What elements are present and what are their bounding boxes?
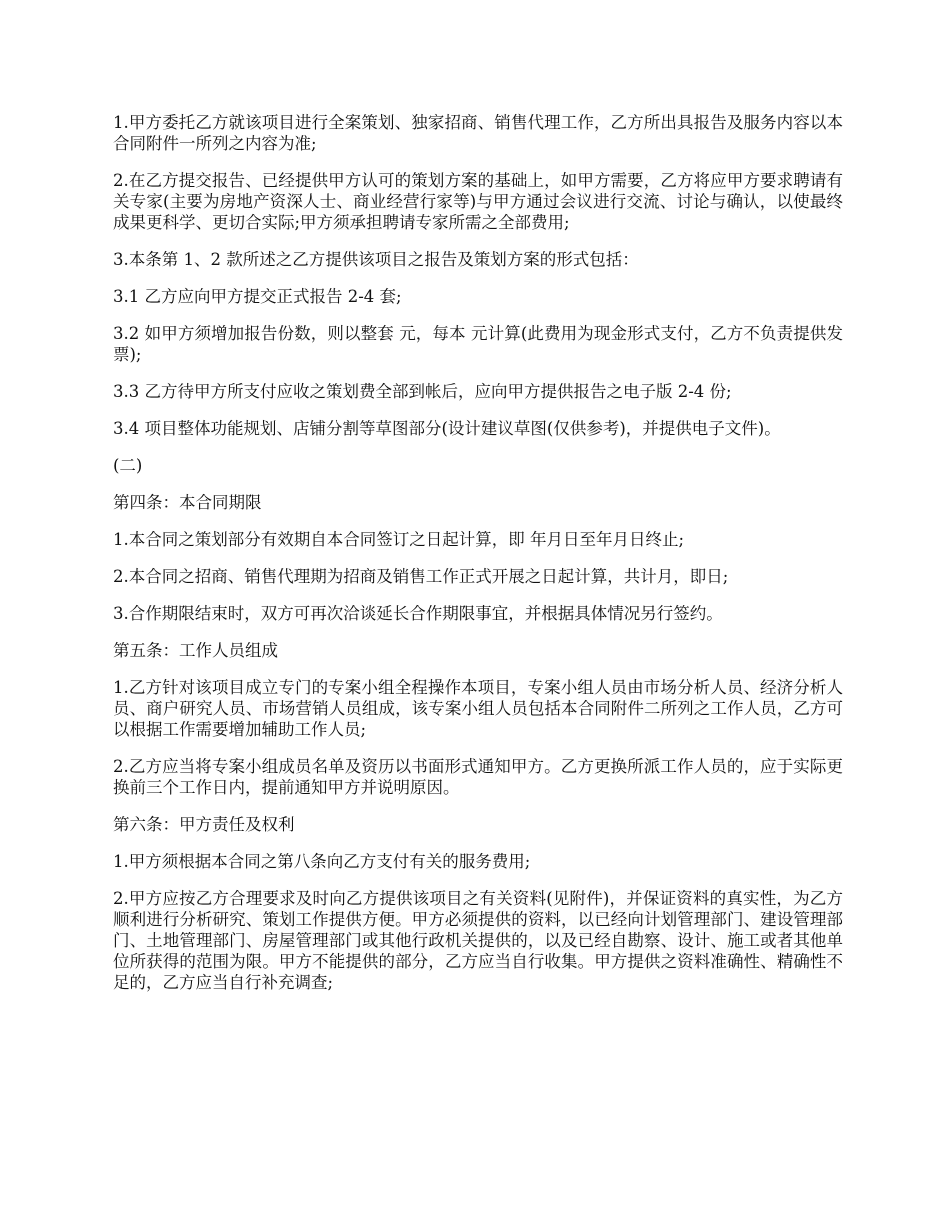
- clause-paragraph: 2.甲方应按乙方合理要求及时向乙方提供该项目之有关资料(见附件)，并保证资料的真实性，为乙方顺利进行分析研究、策划工作提供方便。甲方必须提供的资料，以已经向计划管理部门、建设管理部门、土地管理部门、房屋管理部门或其他行政机关提供的，以及已经自勘察、设计、施工或者其他单位所获得的范围为限。甲方不能提供的部分，乙方应当自行收集。甲方提供之资料准确性、精确性不足的，乙方应当自行补充调查;: [113, 889, 843, 992]
- document-page: [113, 112, 843, 1009]
- clause-paragraph: 3.本条第 1、2 款所述之乙方提供该项目之报告及策划方案的形式包括：: [113, 250, 639, 269]
- clause-paragraph: 1.本合同之策划部分有效期自本合同签订之日起计算，即 年月日至年月日终止;: [113, 530, 685, 549]
- clause-paragraph: 3.合作期限结束时，双方可再次洽谈延长合作期限事宜，并根据具体情况另行签约。: [113, 604, 723, 623]
- clause-paragraph: 2.乙方应当将专案小组成员名单及资历以书面形式通知甲方。乙方更换所派工作人员的，应于实际更换前三个工作日内，提前通知甲方并说明原因。: [113, 757, 843, 797]
- article-heading: 第六条：甲方责任及权利: [113, 815, 295, 834]
- clause-paragraph: 1.甲方委托乙方就该项目进行全案策划、独家招商、销售代理工作，乙方所出具报告及服务内容以本合同附件一所列之内容为准;: [113, 113, 843, 153]
- article-heading: 第四条：本合同期限: [113, 493, 262, 512]
- article-heading: 第五条：工作人员组成: [113, 641, 278, 660]
- clause-paragraph: 2.本合同之招商、销售代理期为招商及销售工作正式开展之日起计算，共计月，即日;: [113, 567, 729, 586]
- section-marker: (二): [113, 456, 143, 475]
- clause-paragraph: 2.在乙方提交报告、已经提供甲方认可的策划方案的基础上，如甲方需要，乙方将应甲方要求聘请有关专家(主要为房地产资深人士、商业经营行家等)与甲方通过会议进行交流、讨论与确认，以使最终成果更科学、更切合实际;甲方须承担聘请专家所需之全部费用;: [113, 171, 843, 232]
- clause-paragraph: 1.乙方针对该项目成立专门的专案小组全程操作本项目，专案小组人员由市场分析人员、经济分析人员、商户研究人员、市场营销人员组成，该专案小组人员包括本合同附件二所列之工作人员，乙方可以根据工作需要增加辅助工作人员;: [113, 678, 843, 739]
- clause-paragraph: 3.1 乙方应向甲方提交正式报告 2-4 套;: [113, 287, 402, 306]
- clause-paragraph: 3.3 乙方待甲方所支付应收之策划费全部到帐后，应向甲方提供报告之电子版 2-4 份;: [113, 382, 732, 401]
- clause-paragraph: 3.4 项目整体功能规划、店铺分割等草图部分(设计建议草图(仅供参考)，并提供电子文件)。: [113, 419, 781, 438]
- clause-paragraph: 3.2 如甲方须增加报告份数，则以整套 元，每本 元计算(此费用为现金形式支付，乙方不负责提供发票);: [113, 324, 843, 364]
- clause-paragraph: 1.甲方须根据本合同之第八条向乙方支付有关的服务费用;: [113, 852, 531, 871]
